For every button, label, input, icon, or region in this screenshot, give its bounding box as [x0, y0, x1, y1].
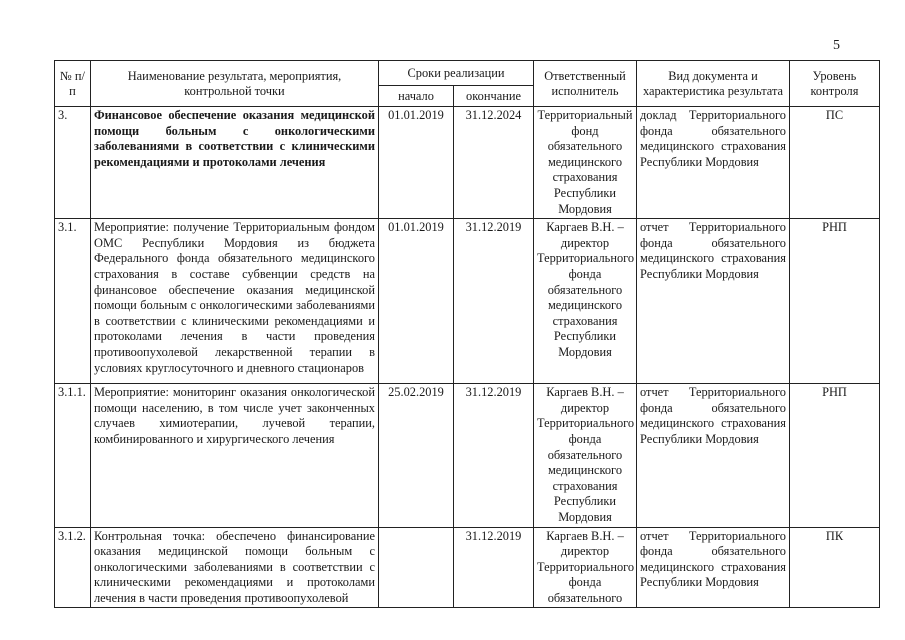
row-num: 3.1.2.: [55, 527, 91, 608]
row-end: 31.12.2019: [454, 384, 534, 527]
row-document: отчет Территориального фонда обязательного медицинского страхования Республики Мордовия: [637, 384, 790, 527]
table-row: [55, 219, 880, 384]
row-name: Мероприятие: получение Территориальным фондом ОМС Республики Мордовия из бюджета Федерального фонда обязательного медицинского страхования в составе субвенции средств на финансовое обеспечение оказания медицинской помощи больным с онкологическими заболеваниями в соответствии с клиническими рекомендациями и протоколами лечения в части проведения противоопухолевой лекарственной терапии в условиях круглосуточного и дневного стационаров: [91, 219, 379, 384]
header-start: начало: [379, 86, 454, 107]
row-name: Контрольная точка: обеспечено финансирование оказания медицинской помощи больным с онкологическими заболеваниями в соответствии с клиническими рекомендациями и протоколами лечения в части проведения противоопухолевой: [91, 527, 379, 608]
header-terms: Сроки реализации: [379, 61, 534, 86]
table-row: [55, 527, 880, 608]
row-num: 3.1.1.: [55, 384, 91, 527]
row-control: ПС: [790, 107, 880, 219]
header-num: № п/п: [55, 61, 91, 107]
row-control: РНП: [790, 384, 880, 527]
row-name: Финансовое обеспечение оказания медицинской помощи больным с онкологическими заболеваниями в соответствии с клиническими рекомендациями и протоколами лечения: [91, 107, 379, 219]
header-document: Вид документа и характеристика результата: [637, 61, 790, 107]
header-end: окончание: [454, 86, 534, 107]
row-document: отчет Территориального фонда обязательного медицинского страхования Республики Мордовия: [637, 527, 790, 608]
row-start: 01.01.2019: [379, 107, 454, 219]
page-number: 5: [833, 38, 840, 53]
row-num: 3.1.: [55, 219, 91, 384]
implementation-plan-table: [54, 60, 880, 608]
row-document: доклад Территориального фонда обязательного медицинского страхования Республики Мордовия: [637, 107, 790, 219]
row-responsible: Каргаев В.Н. – директор Территориального фонда обязательного медицинского страхования Республики Мордовия: [534, 219, 637, 384]
header-row: [55, 61, 880, 86]
row-responsible: Каргаев В.Н. – директор Территориального фонда обязательного медицинского страхования Республики Мордовия: [534, 384, 637, 527]
header-responsible: Ответственный исполнитель: [534, 61, 637, 107]
row-document: отчет Территориального фонда обязательного медицинского страхования Республики Мордовия: [637, 219, 790, 384]
row-responsible: Территориальный фонд обязательного медицинского страхования Республики Мордовия: [534, 107, 637, 219]
row-name: Мероприятие: мониторинг оказания онкологической помощи населению, в том числе учет законченных случаев химиотерапии, лучевой терапии, комбинированного и хирургического лечения: [91, 384, 379, 527]
row-start: 01.01.2019: [379, 219, 454, 384]
table-row: [55, 384, 880, 527]
header-name: Наименование результата, мероприятия, контрольной точки: [91, 61, 379, 107]
row-start: [379, 527, 454, 608]
row-num: 3.: [55, 107, 91, 219]
row-control: РНП: [790, 219, 880, 384]
row-control: ПК: [790, 527, 880, 608]
row-end: 31.12.2019: [454, 219, 534, 384]
row-responsible: Каргаев В.Н. – директор Территориального фонда обязательного: [534, 527, 637, 608]
row-end: 31.12.2024: [454, 107, 534, 219]
table-row: [55, 107, 880, 219]
row-end: 31.12.2019: [454, 527, 534, 608]
row-start: 25.02.2019: [379, 384, 454, 527]
header-control: Уровень контроля: [790, 61, 880, 107]
